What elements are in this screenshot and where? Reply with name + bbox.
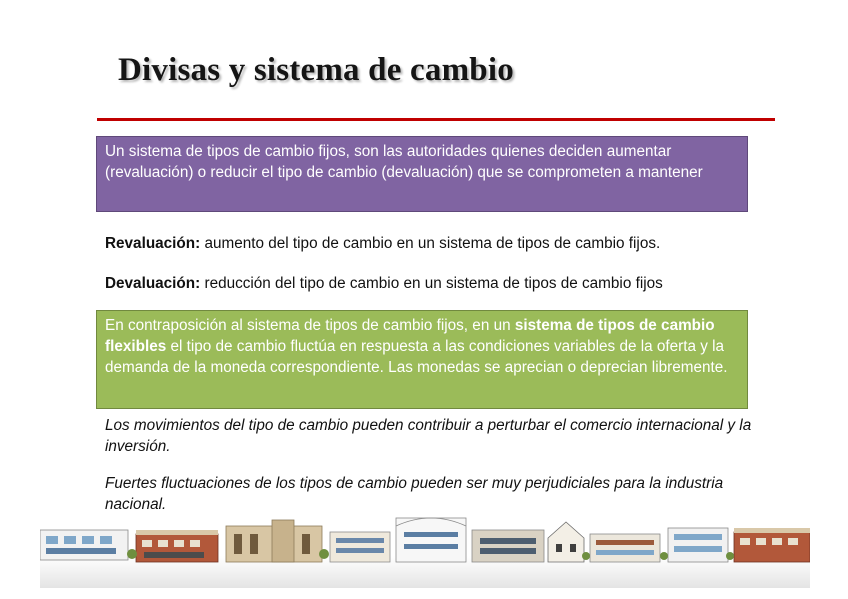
fixed-exchange-box <box>96 136 748 212</box>
flexible-text-bold: sistema de tipos de cambio flexibles <box>105 317 715 355</box>
fixed-exchange-text: Un sistema de tipos de cambio fijos, son las autoridades quienes deciden aumentar (revaluación) o reducir el tipo de cambio (devaluación) que se comprometen a mantener <box>105 143 703 181</box>
devaluacion-definition <box>105 273 663 294</box>
italic-paragraph-industry: Fuertes fluctuaciones de los tipos de cambio pueden ser muy perjudiciales para la industria nacional. <box>105 475 724 513</box>
italic-paragraph-trade: Los movimientos del tipo de cambio pueden contribuir a perturbar el comercio internacional y la inversión. <box>105 417 752 455</box>
flexible-text-after: el tipo de cambio fluctúa en respuesta a las condiciones variables de la oferta y la demanda de la moneda correspondiente. Las monedas se aprecian o deprecian libremente. <box>105 338 728 376</box>
revaluacion-term: Revaluación: <box>105 235 201 252</box>
title-underline <box>97 118 775 121</box>
revaluacion-text: aumento del tipo de cambio en un sistema de tipos de cambio fijos. <box>200 235 661 252</box>
devaluacion-term: Devaluación: <box>105 275 201 292</box>
slide-title: Divisas y sistema de cambio <box>118 52 514 88</box>
city-skyline-illustration <box>40 516 810 588</box>
revaluacion-definition <box>105 233 660 254</box>
flexible-text-before: En contraposición al sistema de tipos de cambio fijos, en un <box>105 317 515 334</box>
flexible-exchange-box <box>96 310 748 409</box>
devaluacion-text: reducción del tipo de cambio en un sistema de tipos de cambio fijos <box>200 275 663 292</box>
